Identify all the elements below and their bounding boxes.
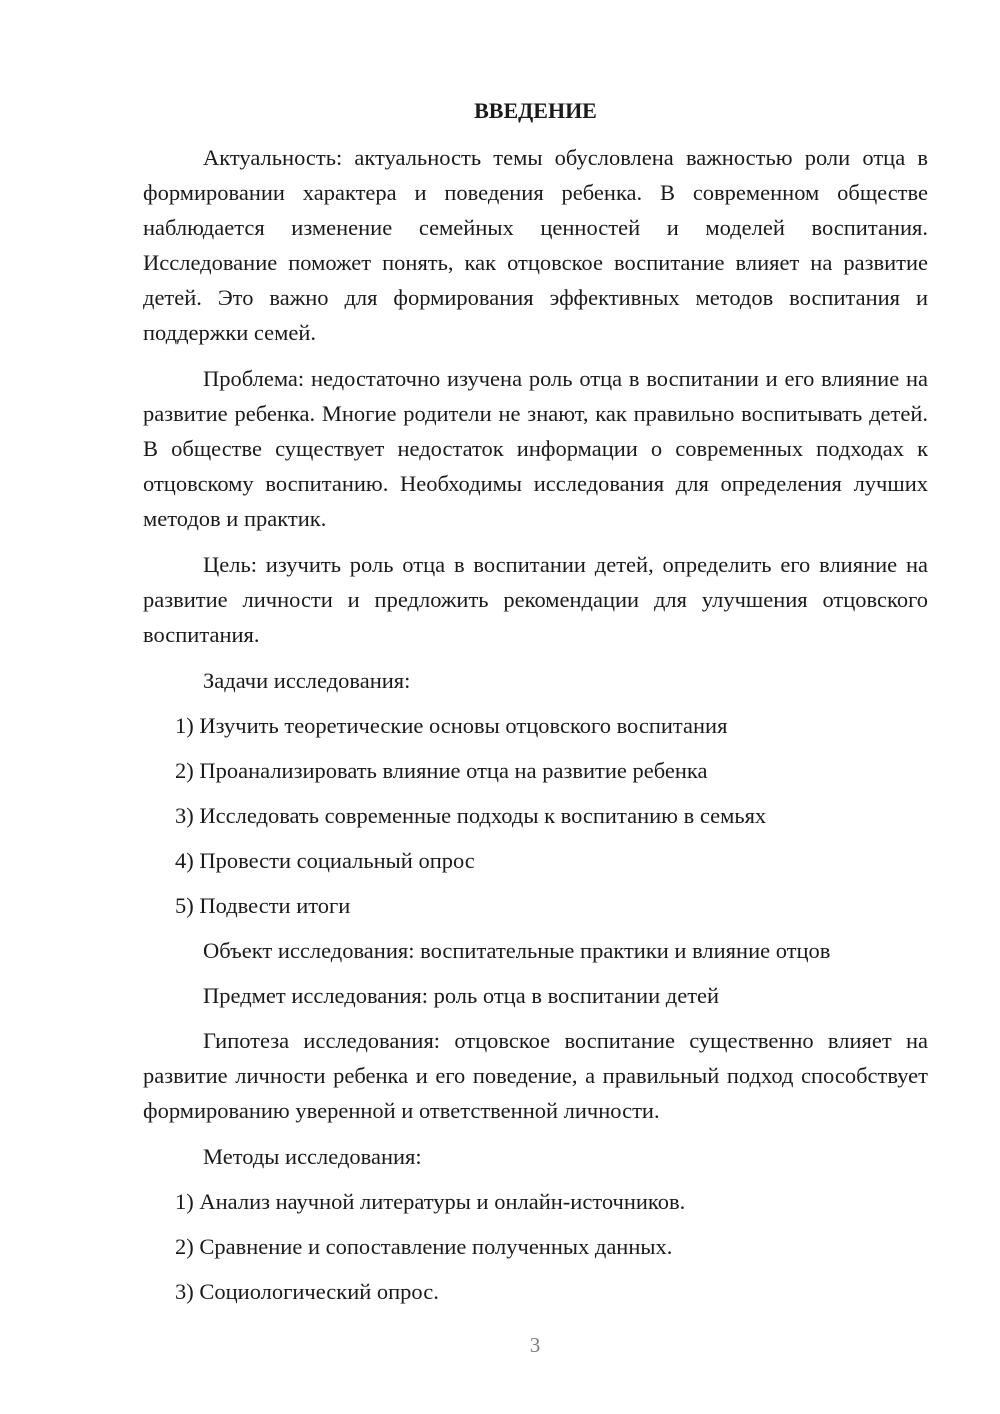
task-item: 3) Исследовать современные подходы к воспитанию в семьях <box>175 803 767 828</box>
relevance-paragraph: Актуальность: актуальность темы обусловлена важностью роли отца в формировании характера и поведения ребенка. В современном обществе наблюдается изменение семейных ценностей и моделей воспитания. Исследование поможет понять, как отцовское воспитание влияет на развитие детей. Это важно для формирования эффективных методов воспитания и поддержки семей. <box>143 145 928 345</box>
section-title: ВВЕДЕНИЕ <box>474 98 597 123</box>
task-item: 5) Подвести итоги <box>175 893 351 918</box>
object-line: Объект исследования: воспитательные практики и влияние отцов <box>203 938 831 963</box>
method-item: 1) Анализ научной литературы и онлайн-источников. <box>175 1189 686 1214</box>
tasks-list <box>143 708 928 923</box>
subject-line: Предмет исследования: роль отца в воспитании детей <box>203 983 720 1008</box>
methods-heading: Методы исследования: <box>203 1144 422 1169</box>
tasks-heading: Задачи исследования: <box>203 668 411 693</box>
goal-paragraph: Цель: изучить роль отца в воспитании детей, определить его влияние на развитие личности и предложить рекомендации для улучшения отцовского воспитания. <box>143 552 928 647</box>
task-item: 4) Провести социальный опрос <box>175 848 475 873</box>
method-item: 3) Социологический опрос. <box>175 1279 439 1304</box>
problem-paragraph: Проблема: недостаточно изучена роль отца в воспитании и его влияние на развитие ребенка. Многие родители не знают, как правильно воспитывать детей. В обществе существует недостаток информации о современных подходах к отцовскому воспитанию. Необходимы исследования для определения лучших методов и практик. <box>143 366 928 531</box>
task-item: 2) Проанализировать влияние отца на развитие ребенка <box>175 758 708 783</box>
page-number: 3 <box>529 1333 541 1357</box>
hypothesis-paragraph: Гипотеза исследования: отцовское воспитание существенно влияет на развитие личности ребенка и его поведение, а правильный подход способствует формированию уверенной и ответственной личности. <box>143 1028 928 1123</box>
task-item: 1) Изучить теоретические основы отцовского воспитания <box>175 713 728 738</box>
document-body <box>143 96 928 1319</box>
method-item: 2) Сравнение и сопоставление полученных данных. <box>175 1234 673 1259</box>
methods-list <box>143 1184 928 1309</box>
